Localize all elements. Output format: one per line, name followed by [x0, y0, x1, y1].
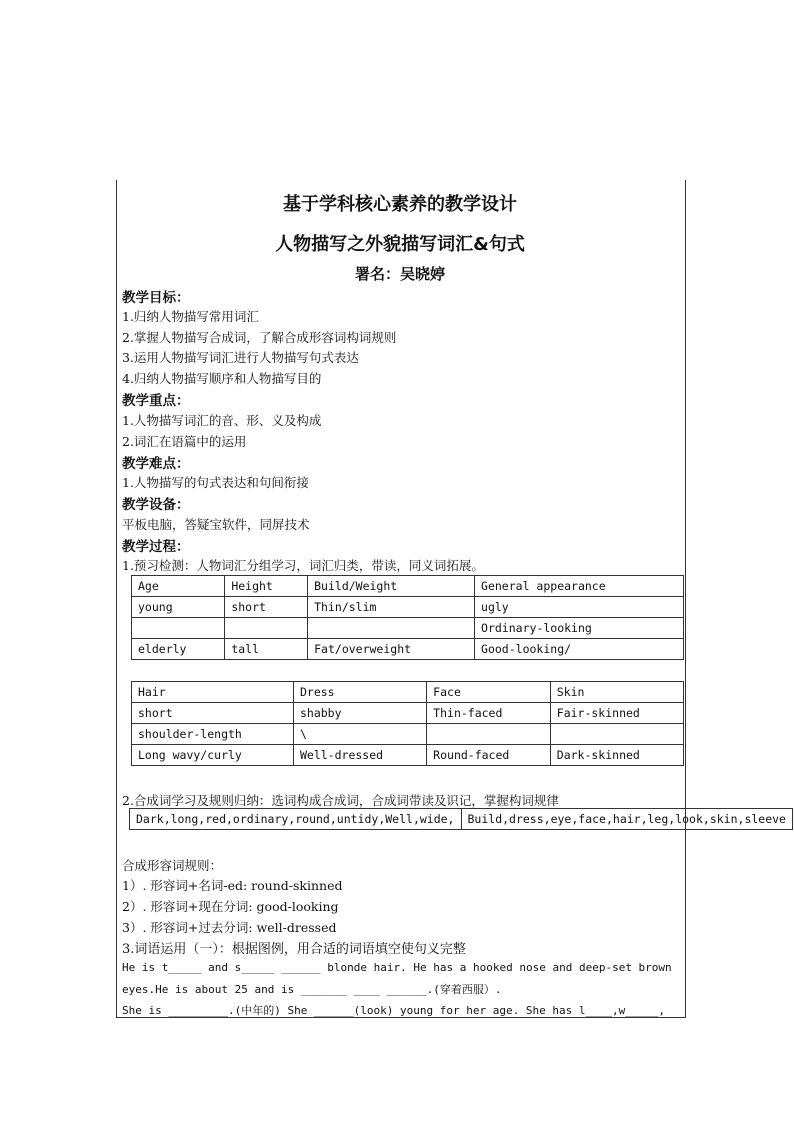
table-cell: Ordinary-looking — [475, 618, 684, 639]
document-subtitle: 人物描写之外貌描写词汇&句式 — [275, 234, 525, 255]
table-cell: Face — [427, 682, 551, 703]
step3-text: 3.词语运用（一）：根据图例，用合适的词语填空使句义完整 — [122, 942, 466, 957]
table-cell: shabby — [293, 703, 426, 724]
objectives-heading: 教学目标： — [122, 290, 190, 306]
table-cell: Age — [132, 576, 225, 597]
table-cell: Dress — [293, 682, 426, 703]
equipment-heading: 教学设备： — [122, 497, 190, 513]
table-cell: Skin — [550, 682, 683, 703]
equipment-text: 平板电脑，答疑宝软件，同屏技术 — [122, 517, 310, 532]
vocabulary-table-1 — [131, 575, 684, 660]
table-cell: Dark,long,red,ordinary,round,untidy,Well,wide, — [130, 809, 462, 830]
rules-heading: 合成形容词规则： — [122, 858, 223, 873]
process-heading: 教学过程： — [122, 539, 190, 555]
table-cell: short — [225, 597, 308, 618]
table-cell: Height — [225, 576, 308, 597]
key-point-item: 1.人物描写词汇的音、形、义及构成 — [122, 413, 322, 428]
table-cell: General appearance — [475, 576, 684, 597]
key-points-heading: 教学重点： — [122, 393, 190, 409]
table-cell: Long wavy/curly — [132, 745, 294, 766]
table-row — [132, 597, 684, 618]
table-cell: Round-faced — [427, 745, 551, 766]
difficulty-item: 1.人物描写的句式表达和句间衔接 — [122, 475, 309, 490]
step2-text: 2.合成词学习及规则归纳：选词构成合成词，合成词带读及识记，掌握构词规律 — [122, 793, 559, 808]
table-cell: short — [132, 703, 294, 724]
table-cell: young — [132, 597, 225, 618]
table-row — [132, 745, 684, 766]
table-cell: Fair-skinned — [550, 703, 683, 724]
difficulties-heading: 教学难点： — [122, 456, 190, 472]
table-row — [132, 576, 684, 597]
rule-item: 3）. 形容词+过去分词: well-dressed — [122, 920, 337, 935]
table-row — [132, 682, 684, 703]
table-cell — [550, 724, 683, 745]
objective-item: 3.运用人物描写词汇进行人物描写句式表达 — [122, 350, 359, 365]
step1-text: 1.预习检测：人物词汇分组学习，词汇归类，带读，同义词拓展。 — [122, 558, 484, 573]
objective-item: 1.归纳人物描写常用词汇 — [122, 309, 259, 324]
table-cell — [225, 618, 308, 639]
table-row — [132, 703, 684, 724]
table-row — [132, 639, 684, 660]
vocabulary-table-2 — [131, 681, 684, 766]
table-cell — [132, 618, 225, 639]
rule-item: 2）. 形容词+现在分词: good-looking — [122, 899, 339, 914]
table-cell: Thin-faced — [427, 703, 551, 724]
table-cell: Dark-skinned — [550, 745, 683, 766]
document-title: 基于学科核心素养的教学设计 — [283, 194, 517, 215]
exercise-line: She is _________.(中年的) She ______(look) young for her age. She has l____,w_____, — [122, 1004, 665, 1017]
key-point-item: 2.词汇在语篇中的运用 — [122, 434, 247, 449]
table-cell: Well-dressed — [293, 745, 426, 766]
exercise-line: He is t_____ and s_____ ______ blonde hair. He has a hooked nose and deep-set brown — [122, 961, 672, 974]
compound-word-table — [129, 808, 793, 830]
table-cell: ugly — [475, 597, 684, 618]
table-cell: Build/Weight — [308, 576, 475, 597]
table-cell: Thin/slim — [308, 597, 475, 618]
objective-item: 2.掌握人物描写合成词，了解合成形容词构词规则 — [122, 330, 397, 345]
table-row — [132, 724, 684, 745]
table-cell: Hair — [132, 682, 294, 703]
table-cell: \ — [293, 724, 426, 745]
exercise-line: eyes.He is about 25 and is _______ ____ ______.(穿着西服）. — [122, 983, 502, 996]
table-cell — [427, 724, 551, 745]
table-row — [130, 809, 793, 830]
objective-item: 4.归纳人物描写顺序和人物描写目的 — [122, 371, 322, 386]
table-cell: tall — [225, 639, 308, 660]
author-line: 署名：吴晓婷 — [354, 265, 445, 283]
table-cell: Fat/overweight — [308, 639, 475, 660]
table-cell — [308, 618, 475, 639]
table-cell: Good-looking/ — [475, 639, 684, 660]
table-cell: shoulder-length — [132, 724, 294, 745]
table-cell: elderly — [132, 639, 225, 660]
table-row — [132, 618, 684, 639]
table-cell: Build,dress,eye,face,hair,leg,look,skin,sleeve — [461, 809, 793, 830]
rule-item: 1）. 形容词+名词-ed: round-skinned — [122, 878, 343, 893]
